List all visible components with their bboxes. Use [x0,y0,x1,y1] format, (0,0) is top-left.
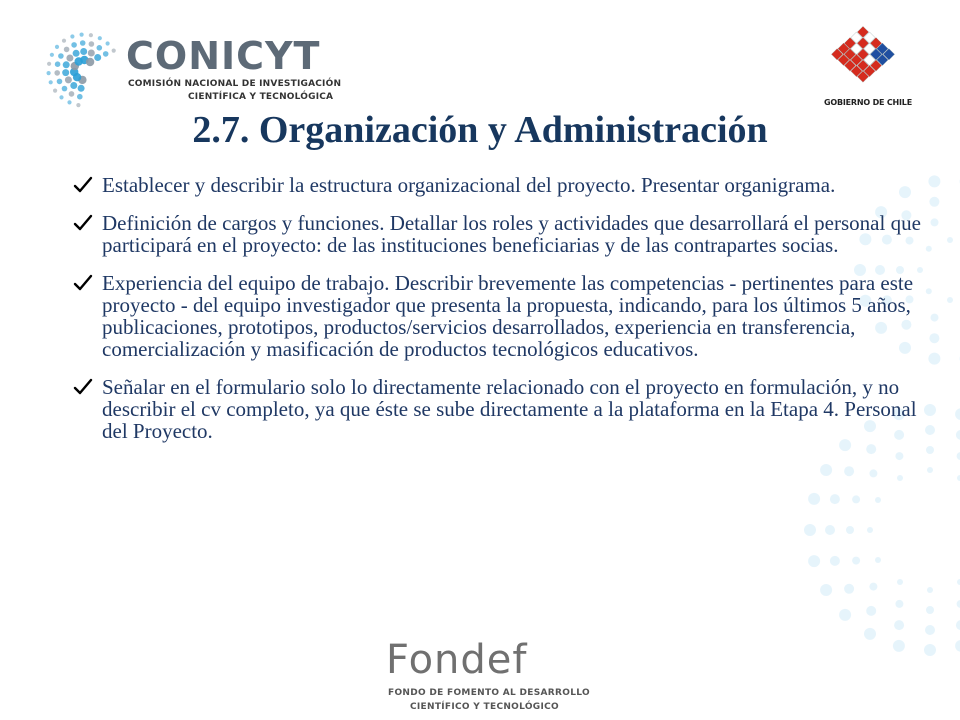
bullet-text: Señalar en el formulario solo lo directamente relacionado con el proyecto en formulación, y no describir el cv completo, ya que éste se sube directamente a la plataforma en la Etapa 4. Personal del Proyecto. [102,375,917,443]
bullet-item [72,272,922,360]
check-icon [72,377,94,397]
check-icon [72,273,94,293]
fondef-name: Fondef [386,637,528,683]
bullet-list [72,174,922,458]
conicyt-dots-icon [38,32,118,108]
conicyt-subtitle-line1: COMISIÓN NACIONAL DE INVESTIGACIÓN [128,79,342,89]
bullet-text: Establecer y describir la estructura organizacional del proyecto. Presentar organigrama. [102,173,836,197]
slide-title: 2.7. Organización y Administración [192,109,768,151]
bullet-item [72,174,922,196]
check-icon [72,175,94,195]
conicyt-logo [38,30,342,110]
gobierno-label: GOBIERNO DE CHILE [824,98,912,107]
conicyt-name: CONICYT [126,34,321,78]
bullet-item [72,212,922,256]
bullet-text: Definición de cargos y funciones. Detallar los roles y actividades que desarrollará el personal que participará en el proyecto: de las instituciones beneficiarias y de las contrapartes socias. [102,211,921,257]
bullet-text: Experiencia del equipo de trabajo. Describir brevemente las competencias - pertinentes para este proyecto - del equipo investigador que presenta la propuesta, indicando, para los últimos 5 años, publicaciones, prototipos, productos/servicios desarrollados, experiencia en transferencia, comercialización y masificación de productos tecnológicos educativos. [102,271,914,361]
fondef-logo [380,637,610,720]
bullet-item [72,376,922,442]
check-icon [72,213,94,233]
chile-flag-diamond-icon [826,26,900,92]
fondef-subtitle-line2: CIENTÍFICO Y TECNOLÓGICO [410,702,559,712]
conicyt-subtitle-line2: CIENTÍFICA Y TECNOLÓGICA [188,92,334,102]
gobierno-de-chile-logo [808,26,928,111]
fondef-subtitle-line1: FONDO DE FOMENTO AL DESARROLLO [388,688,590,698]
